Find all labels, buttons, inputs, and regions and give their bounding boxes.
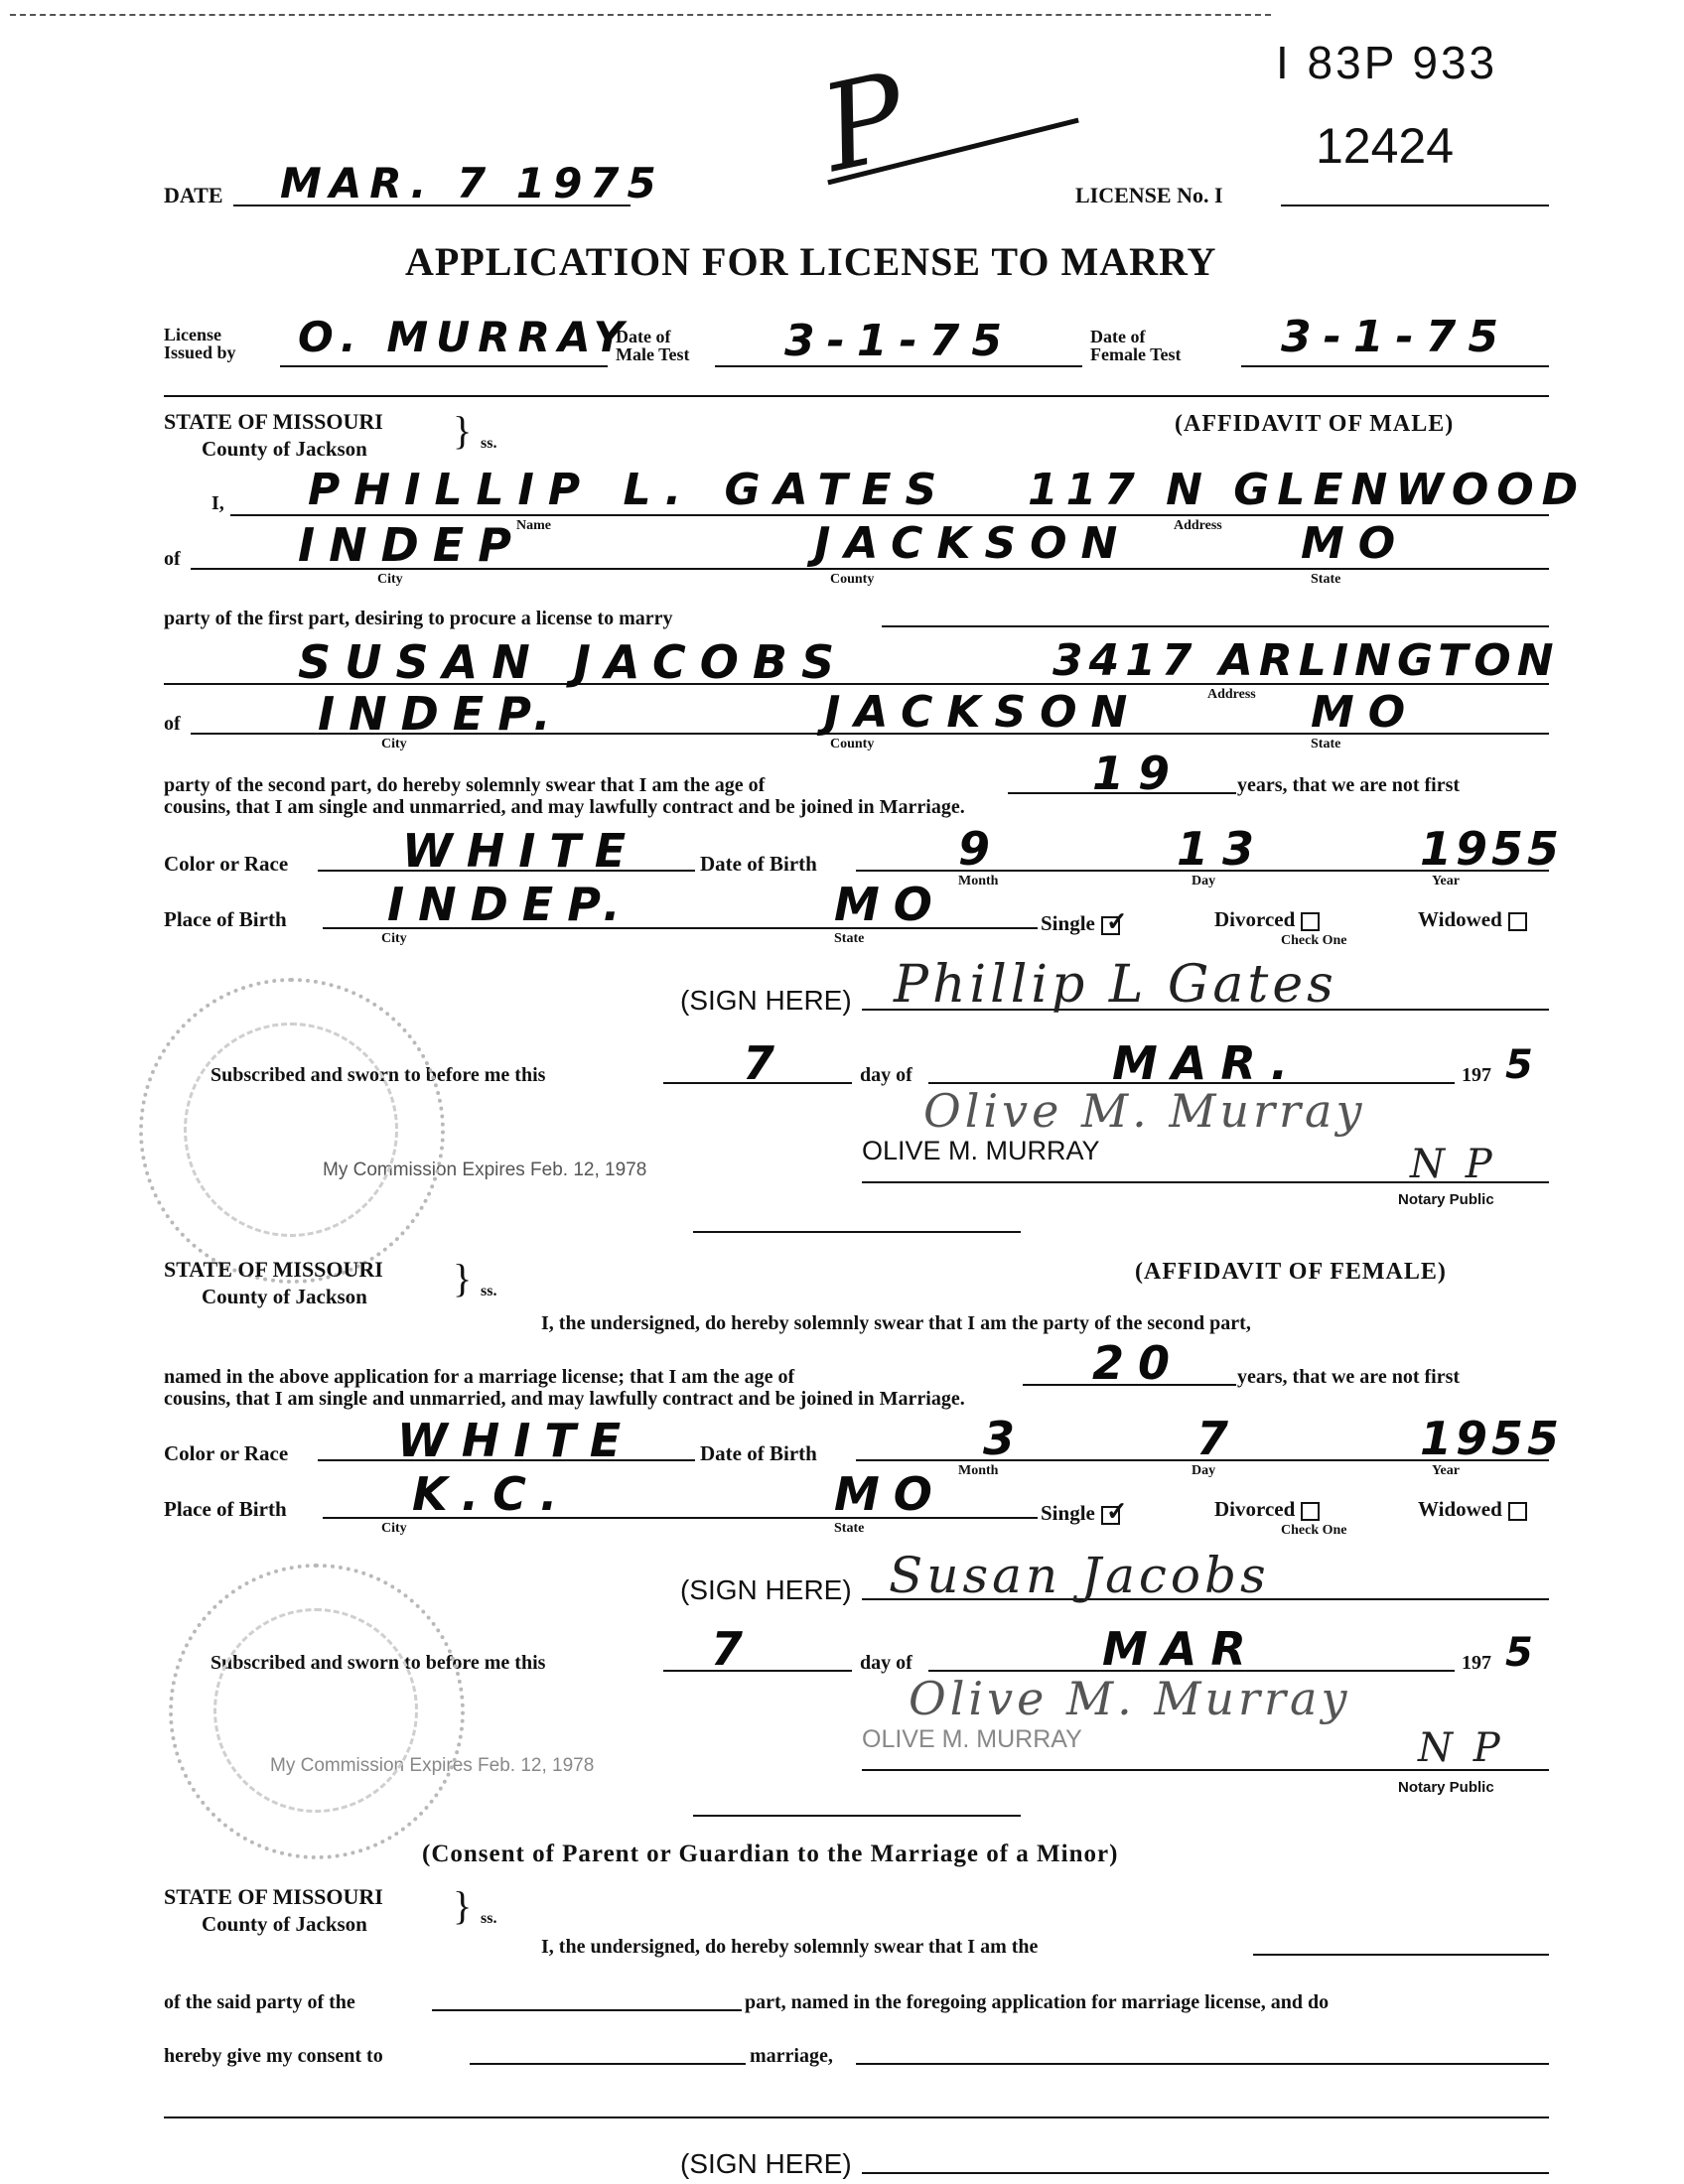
female-month-caption: Month	[958, 1463, 999, 1478]
female-check-one-caption: Check One	[1281, 1523, 1347, 1538]
female-widowed-option[interactable]: Widowed	[1418, 1497, 1527, 1522]
male-single-check-mark: ✓	[1105, 907, 1128, 936]
female-test-label: Date of Female Test	[1090, 327, 1182, 364]
female-sworn-month: MAR	[1102, 1622, 1260, 1676]
male-widowed-option[interactable]: Widowed	[1418, 907, 1527, 932]
consent-relation-line[interactable]	[1253, 1954, 1549, 1956]
notary-seal-male-inner	[184, 1023, 398, 1237]
female-notary-name: OLIVE M. MURRAY	[862, 1725, 1082, 1753]
female-divorced-checkbox[interactable]	[1301, 1502, 1320, 1521]
male-check-one-caption: Check One	[1281, 933, 1347, 948]
male-address-value: 117 N GLENWOOD	[1028, 465, 1587, 515]
female-dob-year: 1955	[1420, 1412, 1564, 1465]
female-dob-month: 3	[983, 1412, 1030, 1465]
male-city-caption: City	[377, 572, 403, 587]
male-divorced-checkbox[interactable]	[1301, 912, 1320, 931]
spouse-county-value: JACKSON	[824, 687, 1142, 738]
male-age-value: 19	[1092, 747, 1185, 800]
female-named-text: named in the above application for a marriage license; that I am the age of	[164, 1366, 795, 1388]
license-number: 12424	[1316, 118, 1455, 174]
issued-by-label: License Issued by	[164, 325, 236, 362]
male-city-value: INDEP	[298, 518, 525, 572]
female-cousins-text: cousins, that I am single and unmarried, and may lawfully contract and be joined in Marriage.	[164, 1388, 965, 1410]
male-pob-state-caption: State	[834, 931, 865, 946]
female-pob-state: MO	[834, 1467, 946, 1521]
male-commission-text: My Commission Expires Feb. 12, 1978	[323, 1160, 647, 1180]
male-party-first-text: party of the first part, desiring to procure a license to marry	[164, 608, 673, 629]
consent-signature-line[interactable]	[862, 2172, 1549, 2174]
consent-line-3a: hereby give my consent to	[164, 2045, 383, 2067]
male-month-caption: Month	[958, 874, 999, 888]
female-pob-city-caption: City	[381, 1521, 407, 1536]
female-signature: Susan Jacobs	[889, 1547, 1270, 1604]
spouse-address-caption: Address	[1207, 687, 1256, 702]
spouse-city-caption: City	[381, 737, 407, 751]
female-ss: ss.	[481, 1283, 497, 1299]
female-widowed-checkbox[interactable]	[1508, 1502, 1527, 1521]
male-dob-day: 13	[1177, 822, 1269, 876]
consent-name-line[interactable]	[470, 2063, 746, 2065]
male-pob-state: MO	[834, 878, 946, 931]
female-subscribed-label: Subscribed and sworn to before me this	[210, 1652, 546, 1674]
date-value: MAR. 7 1975	[280, 159, 664, 207]
spouse-address-value: 3417 ARLINGTON	[1052, 635, 1560, 686]
male-party-first-line	[882, 625, 1549, 627]
female-year-prefix: 197	[1462, 1652, 1491, 1674]
male-party-second-text: party of the second part, do hereby solemnly swear that I am the age of	[164, 774, 766, 796]
male-state-value: MO	[1301, 518, 1410, 569]
male-day-of-label: day of	[860, 1064, 912, 1086]
female-single-option[interactable]: Single ✓	[1041, 1497, 1128, 1526]
female-day-caption: Day	[1192, 1463, 1216, 1478]
male-state-caption: State	[1311, 572, 1341, 587]
notary-seal-female-inner	[213, 1608, 418, 1813]
consent-brace: }	[453, 1883, 473, 1928]
female-state-line-1: STATE OF MISSOURI	[164, 1257, 383, 1282]
male-test-label: Date of Male Test	[616, 327, 690, 364]
male-notary-name: OLIVE M. MURRAY	[862, 1136, 1100, 1165]
top-file-number: I 83P 933	[1276, 37, 1498, 88]
male-dob-year: 1955	[1420, 822, 1564, 876]
license-no-line	[1281, 205, 1549, 206]
male-name-caption: Name	[516, 518, 551, 533]
male-year-caption: Year	[1432, 874, 1460, 888]
female-single-check-mark: ✓	[1105, 1497, 1128, 1526]
female-divorced-option[interactable]: Divorced	[1214, 1497, 1320, 1522]
female-undersigned-text: I, the undersigned, do hereby solemnly swear that I am the party of the second part,	[541, 1312, 1251, 1334]
consent-line-3b: marriage,	[750, 2045, 833, 2067]
male-sworn-day: 7	[743, 1036, 789, 1090]
consent-blank-line[interactable]	[164, 2116, 1549, 2118]
spouse-county-caption: County	[830, 737, 875, 751]
female-year-suffix: 5	[1505, 1630, 1547, 1676]
male-of-label: of	[164, 548, 181, 570]
male-day-caption: Day	[1192, 874, 1216, 888]
male-notary-initials: N P	[1410, 1142, 1496, 1187]
female-affidavit-title: (AFFIDAVIT OF FEMALE)	[1135, 1259, 1447, 1285]
female-dob-label: Date of Birth	[700, 1441, 817, 1465]
date-label: DATE	[164, 183, 223, 207]
spouse-city-value: INDEP.	[318, 687, 565, 741]
female-pob-state-caption: State	[834, 1521, 865, 1536]
female-race-value: WHITE	[397, 1414, 635, 1467]
female-dob-day: 7	[1196, 1412, 1243, 1465]
male-ss: ss.	[481, 435, 497, 452]
male-widowed-checkbox[interactable]	[1508, 912, 1527, 931]
male-dob-label: Date of Birth	[700, 852, 817, 876]
male-race-label: Color or Race	[164, 852, 289, 876]
male-subscribed-label: Subscribed and sworn to before me this	[210, 1064, 546, 1086]
male-state-line-2: County of Jackson	[202, 437, 367, 461]
consent-state-line-2: County of Jackson	[202, 1912, 367, 1936]
male-brace: }	[453, 408, 473, 453]
female-named-text-b: years, that we are not first	[1237, 1366, 1461, 1388]
license-no-label: LICENSE No. I	[1075, 183, 1223, 207]
female-notary-caption: Notary Public	[1398, 1779, 1494, 1796]
consent-party-line[interactable]	[432, 2009, 742, 2011]
page-title: APPLICATION FOR LICENSE TO MARRY	[405, 239, 1217, 284]
female-pob-city: K.C.	[412, 1467, 572, 1521]
male-year-suffix: 5	[1505, 1042, 1547, 1088]
consent-ss: ss.	[481, 1910, 497, 1927]
female-sign-here-label: (SIGN HERE)	[680, 1574, 852, 1605]
female-year-caption: Year	[1432, 1463, 1460, 1478]
female-state-line-2: County of Jackson	[202, 1285, 367, 1308]
separator-rule-2	[693, 1815, 1021, 1817]
consent-state-line-1: STATE OF MISSOURI	[164, 1884, 383, 1909]
consent-line-1: I, the undersigned, do hereby solemnly swear that I am the	[541, 1936, 1039, 1958]
female-test-value: 3-1-75	[1281, 312, 1510, 362]
female-sworn-day-line	[663, 1670, 852, 1672]
male-year-prefix: 197	[1462, 1064, 1491, 1086]
male-notary-signature: Olive M. Murray	[923, 1084, 1366, 1138]
female-notary-signature: Olive M. Murray	[909, 1672, 1351, 1725]
male-signature: Phillip L Gates	[894, 955, 1337, 1015]
male-pob-label: Place of Birth	[164, 907, 287, 931]
female-day-of-label: day of	[860, 1652, 912, 1674]
male-pob-city: INDEP.	[387, 878, 634, 931]
spouse-of-label: of	[164, 713, 181, 735]
male-single-option[interactable]: Single ✓	[1041, 907, 1128, 936]
consent-line-2a: of the said party of the	[164, 1991, 355, 2013]
female-commission-text: My Commission Expires Feb. 12, 1978	[270, 1755, 595, 1776]
male-dob-month: 9	[958, 822, 1005, 876]
separator-rule-1	[693, 1231, 1021, 1233]
male-test-value: 3-1-75	[784, 316, 1014, 366]
consent-sign-here-label: (SIGN HERE)	[680, 2148, 852, 2179]
issued-by-value: O. MURRAY	[298, 313, 632, 361]
female-pob-label: Place of Birth	[164, 1497, 287, 1521]
female-age-value: 20	[1092, 1336, 1185, 1390]
female-race-label: Color or Race	[164, 1441, 289, 1465]
male-race-value: WHITE	[402, 824, 640, 878]
male-divorced-option[interactable]: Divorced	[1214, 907, 1320, 932]
male-sworn-month: MAR.	[1112, 1036, 1303, 1090]
male-county-value: JACKSON	[814, 518, 1132, 569]
male-cousins-text: cousins, that I am single and unmarried, and may lawfully contract and be joined in Marriage.	[164, 796, 965, 818]
male-pob-city-caption: City	[381, 931, 407, 946]
initials-mark: P	[810, 48, 918, 200]
spouse-state-caption: State	[1311, 737, 1341, 751]
male-state-line-1: STATE OF MISSOURI	[164, 409, 383, 434]
female-notary-initials: N P	[1418, 1725, 1504, 1771]
top-dashed-rule	[10, 14, 1271, 16]
male-party-second-text-b: years, that we are not first	[1237, 774, 1461, 796]
spouse-name-value: SUSAN JACOBS	[298, 635, 849, 689]
male-affidavit-title: (AFFIDAVIT OF MALE)	[1175, 411, 1455, 437]
female-brace: }	[453, 1256, 473, 1300]
female-test-line	[1241, 365, 1549, 367]
section-rule-male	[164, 395, 1549, 397]
male-i-label: I,	[211, 492, 224, 514]
male-sign-here-label: (SIGN HERE)	[680, 985, 852, 1016]
male-county-caption: County	[830, 572, 875, 587]
spouse-state-value: MO	[1311, 687, 1420, 738]
male-address-caption: Address	[1174, 518, 1222, 533]
female-sworn-day: 7	[711, 1622, 758, 1676]
issued-by-line	[280, 365, 608, 367]
consent-title: (Consent of Parent or Guardian to the Marriage of a Minor)	[422, 1841, 1119, 1867]
male-name-value: PHILLIP L. GATES	[308, 465, 951, 515]
male-notary-caption: Notary Public	[1398, 1191, 1494, 1208]
consent-marriage-line[interactable]	[856, 2063, 1549, 2065]
consent-line-2b: part, named in the foregoing application for marriage license, and do	[745, 1991, 1330, 2013]
